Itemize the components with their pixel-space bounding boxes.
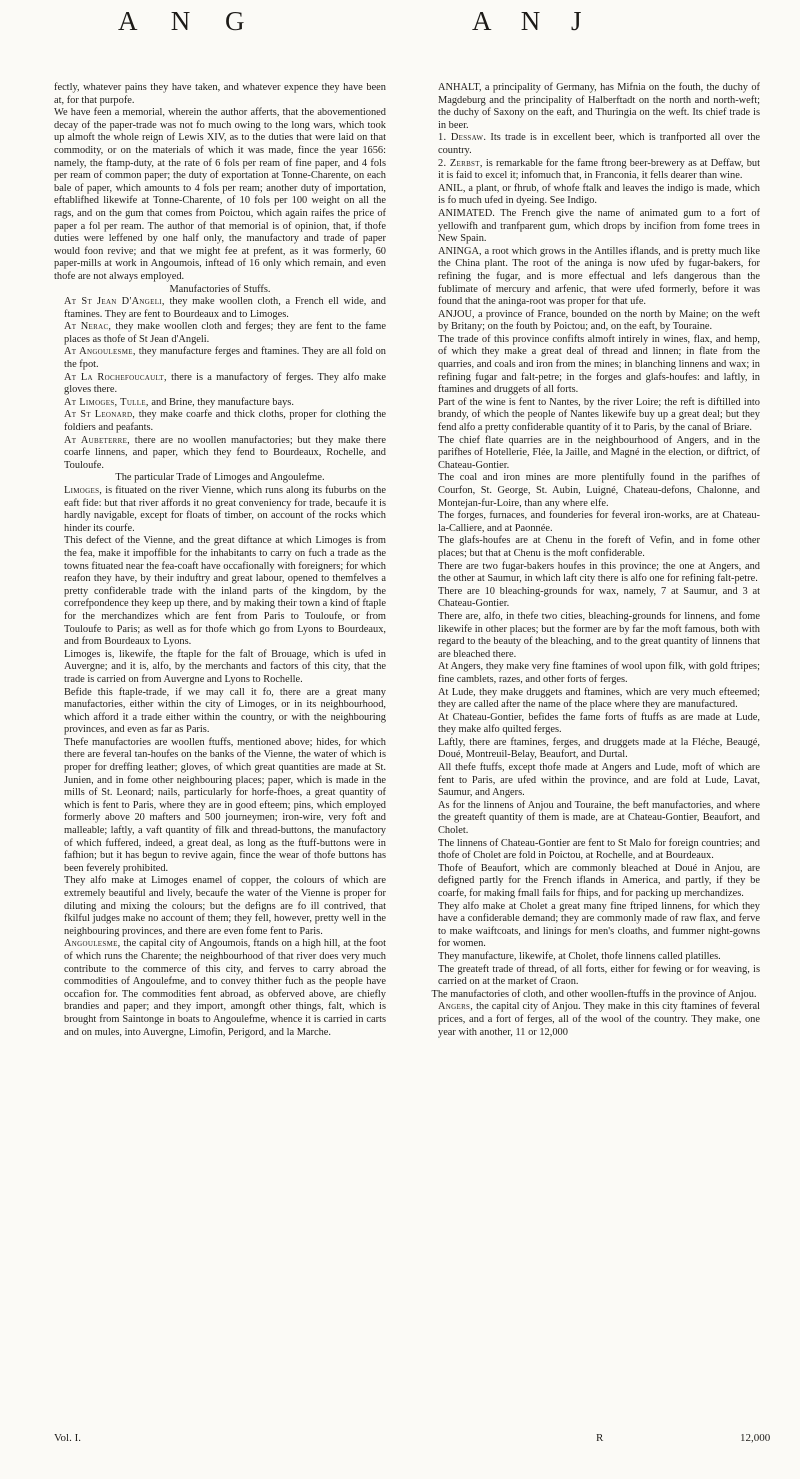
paragraph (428, 208, 760, 246)
paragraph-text: At Lude, they make druggets and ftamines, which are very much efteemed; they are called after the name of the place where they are manufactured. (438, 686, 760, 711)
paragraph-text: Part of the wine is fent to Nantes, by the river Loire; the reft is diftilled into brandy, of which the people of Nantes likewife buy up a great deal; but they fend alfo a pretty confiderable quantity of it to Paris, by the canal of Briare. (438, 396, 760, 434)
paragraph-text: All thefe ftuffs, except thofe made at Angers and Lude, moft of which are fent to Paris, are ufed within the province, and are fold at Lude, Lavat, Saumur, and Angers. (438, 762, 760, 799)
entry-lead: 2. Zerbst, (438, 157, 483, 169)
entry-lead: Angers, (438, 1001, 474, 1013)
paragraph (428, 762, 760, 800)
paragraph (54, 535, 386, 648)
volume-label: Vol. I. (54, 1432, 81, 1444)
paragraph (54, 346, 386, 371)
paragraph-text: There are, alfo, in thefe two cities, bleaching-grounds for linnens, and fome likewife in other places; but the former are by far the moft famous, both with regard to the beauty of the bleaching, and to the great quantity of linnens that are bleached there. (438, 610, 760, 660)
paragraph (428, 246, 760, 309)
paragraph-text: there is a manufactory of ferges. They alfo make gloves there. (64, 371, 386, 396)
paragraph-text: the capital city of Angoumois, ftands on a high hill, at the foot of which runs the Charente; the neighbourhood of that river does very much contribute to the commerce of this city, and ferves to carry abroad the commodities of Angoulefme, and to convey thither fuch as the people have occafion for. The commodities fent abroad, as obferved above, are chiefly brandies and paper; and they import, amongft other things, falt, which is brought from Saintonge in boats to Angoulefme, whence it is carried in carts and on mules, into Auvergne, Limofin, Perigord, and la Marche. (64, 938, 386, 1038)
paragraph (54, 649, 386, 687)
paragraph-text: We have feen a memorial, wherein the author afferts, that the abovementioned decay of the paper-trade was not fo much owing to the long wars, which took up almoft the whole reign of Lewis XIV, as to the duties that were laid on that commodity, or on the materials of which it was made, fince the year 1656: namely, the ftamp-duty, at the rate of 6 fols per ream of fine paper, and 4 fols per ream of common paper; the duty of exportation at Tonne-Charente, on each bale of paper, which amounts to 4 fols per ream; another duty of importation, eftablifhed likewife at Tonne-Charente, of 10 fols per 100 weight on all the rags, and on the gum that comes from Poictou, which again raifes the price of paper a fol per ream. The author of that memorial is of opinion, that, if thofe duties were leffened by one half only, the manufactory and trade of paper would foon revive; and that we might fee at prefent, as it was formerly, 60 paper-mills at work in Angoumois, inftead of 16 only which remain, and even thofe are not always employed. (54, 107, 386, 282)
entry-lead: 1. Dessaw. (438, 132, 487, 144)
entry-lead: At Nerac, (64, 321, 112, 333)
entry-lead: At La Rochefoucault, (64, 371, 167, 383)
right-column (428, 82, 760, 1039)
paragraph (428, 397, 760, 435)
paragraph (428, 964, 760, 989)
entry-lead: Angoulesme, (64, 938, 121, 950)
paragraph-text: ANJOU, a province of France, bounded on the north by Maine; on the weft by Britany; on the fouth by Poictou; and, on the eaft, by Touraine. (438, 308, 760, 333)
paragraph-text: The chief flate quarries are in the neighbourhood of Angers, and in the parifhes of Hotellerie, Flée, la Jaille, and Magné in the election, or diftrict, of Chateau-Gontier. (438, 434, 760, 471)
paragraph (428, 687, 760, 712)
paragraph (54, 875, 386, 938)
paragraph-text: is remarkable for the fame ftrong beer-brewery as at Deffaw, but it is faid to excel it; infomuch that, in Franconia, it fells dearer than wine. (438, 157, 760, 182)
left-column (54, 82, 386, 1039)
paragraph (54, 485, 386, 535)
paragraph-text: Its trade is in excellent beer, which is tranfported all over the country. (438, 132, 760, 156)
paragraph (428, 737, 760, 762)
entry-lead: At Aubeterre, (64, 434, 131, 446)
signature-mark: R (596, 1432, 604, 1444)
paragraph (428, 82, 760, 132)
paragraph (428, 800, 760, 838)
entry-lead: At Angoulesme, (64, 346, 136, 358)
paragraph-text: they manufacture ferges and ftamines. They are all fold on the fpot. (64, 346, 386, 371)
paragraph (428, 535, 760, 560)
paragraph-text: ANHALT, a principality of Germany, has Mifnia on the fouth, the duchy of Magdeburg and the principality of Halberftadt on the north and north-weft; the duchy of Saxony on the eaft, and Thuringia on the weft. Its chief trade is in beer. (438, 82, 760, 131)
paragraph (428, 510, 760, 535)
paragraph (54, 296, 386, 321)
paragraph (428, 132, 760, 157)
paragraph-text: The greateft trade of thread, of all forts, either for fewing or for weaving, is carried on at the market of Craon. (438, 963, 760, 988)
paragraph-text: At Chateau-Gontier, befides the fame forts of ftuffs as are made at Lude, they make alfo quilted ferges. (438, 711, 760, 736)
paragraph (54, 397, 386, 410)
paragraph (428, 712, 760, 737)
paragraph (428, 334, 760, 397)
paragraph (54, 372, 386, 397)
paragraph (428, 472, 760, 510)
paragraph-text: The linnens of Chateau-Gontier are fent to St Malo for foreign countries; and thofe of Cholet are fold in Poictou, at Rochelle, and at Bourdeaux. (438, 837, 760, 862)
paragraph (428, 183, 760, 208)
paragraph (54, 435, 386, 473)
paragraph (54, 687, 386, 737)
entry-lead: Limoges, (64, 485, 103, 496)
paragraph-text: they make woollen cloth and ferges; they are fent to the fame places as thofe of St Jean d'Angeli. (64, 321, 386, 345)
paragraph-text: They manufacture, likewife, at Cholet, thofe linnens called platilles. (438, 950, 721, 962)
paragraph (428, 611, 760, 661)
paragraph (428, 661, 760, 686)
paragraph (54, 938, 386, 1039)
entry-lead: At St Jean D'Angeli, (64, 296, 165, 308)
paragraph (428, 951, 760, 964)
paragraph (428, 838, 760, 863)
paragraph-text: This defect of the Vienne, and the great diftance at which Limoges is from the fea, make it impoffible for the inhabitants to carry on fuch a trade as the towns fituated near the fea-coaft have occafionally with foreigners; for which reafon they have, by their induftry and great labour, opened to themfelves a pretty confiderable trade with the inland parts of the kingdom, by the correfpondence they keep up there, and by making their town a kind of ftaple for the merchandizes which are fent from Paris to Touloufe, or from Touloufe to Paris; as well as for thofe which go from Lyons to Bourdeaux, and from Bourdeaux to Lyons. (64, 535, 386, 648)
paragraph (428, 435, 760, 473)
running-head-left: A N G (118, 6, 259, 36)
section-heading: The particular Trade of Limoges and Angoulefme. (115, 472, 325, 484)
paragraph-text: Limoges is, likewife, the ftaple for the falt of Brouage, which is ufed in Auvergne; and it is, alfo, by the merchants and factors of this city, that the trade is carried on from Auvergne and Lyons to Rochelle. (64, 648, 386, 685)
paragraph (428, 901, 760, 951)
paragraph-text: they make coarfe and thick cloths, proper for clothing the foldiers and peafants. (64, 409, 386, 434)
paragraph-text: As for the linnens of Anjou and Touraine, the beft manufactories, and where the greateft quantity of them is made, are at Chateau-Gontier, Beaufort, and Cholet. (438, 799, 760, 837)
entry-lead: At St Leonard, (64, 409, 136, 421)
paragraph (428, 158, 760, 183)
paragraph-text: fectly, whatever pains they have taken, and whatever expence they have been at, for that purpofe. (54, 82, 386, 106)
paragraph-text: Laftly, there are ftamines, ferges, and druggets made at la Fléche, Beaugé, Doué, Montreuil-Belay, Beaufort, and Durtal. (438, 736, 760, 761)
paragraph-text: There are 10 bleaching-grounds for wax, namely, 7 at Saumur, and 3 at Chateau-Gontier. (438, 585, 760, 610)
paragraph-text: Thofe of Beaufort, which are commonly bleached at Doué in Anjou, are defigned partly for the French iflands in America, and partly, if they be coarfe, for making fmall fails for fhips, and for packing up merchandizes. (438, 862, 760, 899)
entry-lead: At Limoges, Tulle, (64, 396, 149, 408)
paragraph (428, 586, 760, 611)
paragraph-text: ANIL, a plant, or fhrub, of whofe ftalk and leaves the indigo is made, which is fo much ufed in dyeing. See Indigo. (438, 182, 760, 207)
section-heading: The manufactories of cloth, and other woollen-ftuffs in the province of Anjou. (431, 988, 757, 1000)
paragraph-text: is fituated on the river Vienne, which runs along its fuburbs on the eaft fide: but that river affords it no great conveniency for trade, becaufe it is hardly navigable, except for floats of timber, on account of the rocks which hinder its courfe. (64, 485, 386, 534)
catchword: 12,000 (740, 1432, 771, 1444)
paragraph (54, 82, 386, 107)
paragraph-text: The glafs-houfes are at Chenu in the foreft of Vefin, and in fome other places; but that at Chenu is the moft confiderable. (438, 535, 760, 559)
section-heading: Manufactories of Stuffs. (169, 283, 271, 295)
paragraph-text: ANINGA, a root which grows in the Antilles iflands, and is pretty much like the China plant. The root of the aninga is now ufed by fugar-bakers, for refining the fugar, and is more effectual and lefs dangerous than the fublimate of mercury and arfenic, that were ufed formerly, before it was found that the aninga-root was proper for that ufe. (438, 245, 760, 308)
paragraph (54, 107, 386, 283)
paragraph-text: Thefe manufactories are woollen ftuffs, mentioned above; hides, for which there are feveral tan-houfes on the banks of the Vienne, the water of which is proper for dreffing leather; gloves, of which great quantities are made at St. Junien, and in fome other neighbouring places; paper, which is made in the mills of St. Leonard; nails, particularly for horfe-fhoes, a great quantity of which is fent to Paris, where they are in good efteem; pins, which employed formerly above 20 mafters and 500 journeymen; iron-wire, very foft and malleable; laftly, a vaft quantity of filk and thread-buttons, the manufactory of which fuffered, indeed, a great deal, as long as the ftuff-buttons were in fafhion; but it has begun to revive again, fince the wear of thofe buttons has been feverely prohibited. (64, 736, 386, 874)
paragraph-text: The coal and iron mines are more plentifully found in the parifhes of Courfon, St. George, St. Aubin, Luigné, Chateau-defons, Chalonne, and Montejan-fur-Loire, than any where elfe. (438, 472, 760, 509)
running-head-right: A N J (472, 6, 594, 36)
paragraph-text: they make woollen cloth, a French ell wide, and ftamines. They are fent to Bourdeaux and to Limoges. (64, 296, 386, 320)
paragraph (54, 409, 386, 434)
paragraph-text: and Brine, they manufacture bays. (148, 396, 294, 408)
paragraph-text: The trade of this province confifts almoft intirely in wines, flax, and hemp, of which they make a great deal of thread and linnen; in flate from the quarries, and coals and iron from the mines; in blanching linnens and wax; in refining fugar and falt-petre; in the forges and glafs-houfes: and laftly, in ftamines and druggets of all forts. (438, 333, 760, 396)
paragraph (54, 321, 386, 346)
paragraph-text: there are no woollen manufactories; but they make there coarfe linnens, and paper, which they fend to Bourdeaux, Rochelle, and Touloufe. (64, 434, 386, 471)
paragraph-text: They alfo make at Limoges enamel of copper, the colours of which are extremely beautiful and lively, becaufe the water of the Vienne is proper for diluting and mixing the colours; but the defigns are fo ill contrived, that fkilful judges make no account of them; they fell, however, pretty well in the neighbouring provinces, and there are even fome fent to Paris. (64, 875, 386, 937)
paragraph (54, 737, 386, 876)
paragraph (428, 309, 760, 334)
paragraph-text: ANIMATED. The French give the name of animated gum to a fort of yellowifh and tranfparent gum, which drops by incifion from fome trees in New Spain. (438, 207, 760, 245)
paragraph-text: There are two fugar-bakers houfes in this province; the one at Angers, and the other at Saumur, in which laft city there is alfo one for refining falt-petre. (438, 560, 760, 585)
paragraph-text: They alfo make at Cholet a great many fine ftriped linnens, for which they have a confiderable demand; they are commonly made of raw flax, and ferve to make waiftcoats, and linings for men's cloaths, and fummer night-gowns for women. (438, 900, 760, 950)
paragraph-text: the capital city of Anjou. They make in this city ftamines of feveral prices, and a fort of ferges, all of the wool of the country. They make, one year with another, 11 or 12,000 (438, 1001, 760, 1038)
paragraph (428, 1001, 760, 1039)
paragraph-text: At Angers, they make very fine ftamines of wool upon filk, with gold ftripes; fine camblets, razes, and other forts of ferges. (438, 661, 760, 685)
paragraph-text: The forges, furnaces, and founderies for feveral iron-works, are at Chateau-la-Calliere, and at Paonnée. (438, 510, 760, 534)
paragraph-text: Befide this ftaple-trade, if we may call it fo, there are a great many manufactories, either within the city of Limoges, or in its neighbourhood, which afford it a trade either within the country, or with the neighbouring provinces, and even as far as Paris. (64, 686, 386, 736)
paragraph (428, 561, 760, 586)
paragraph (428, 863, 760, 901)
